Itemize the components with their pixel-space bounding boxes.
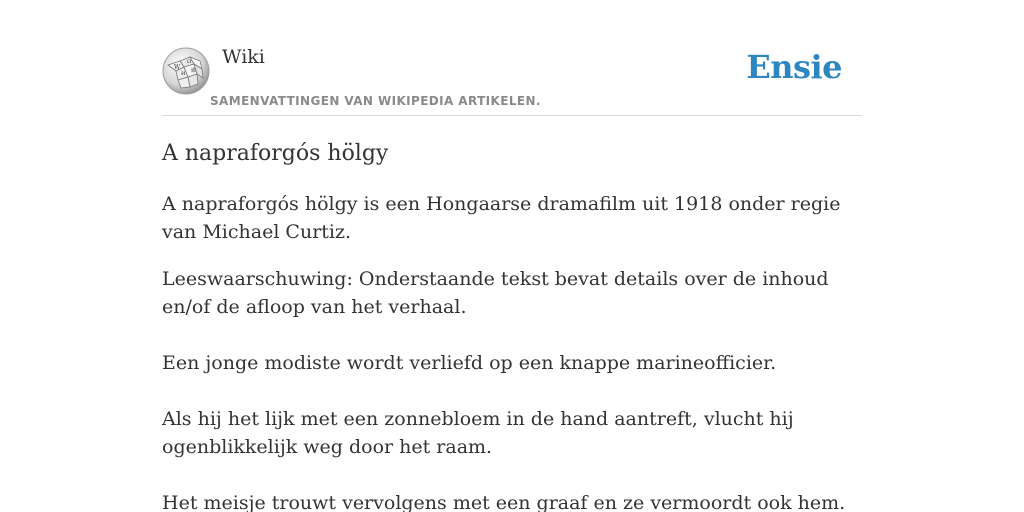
- plot-paragraph: Als hij het lijk met een zonnebloem in de hand aantreft, vlucht hij ogenblikkelijk weg door het raam.: [162, 408, 794, 458]
- site-header: [162, 0, 862, 116]
- article-intro: A napraforgós hölgy is een Hongaarse dramafilm uit 1918 onder regie van Michael Curtiz.: [162, 193, 841, 243]
- article-body: [162, 265, 862, 512]
- article-title: A napraforgós hölgy: [162, 141, 389, 166]
- svg-text:Ω: Ω: [187, 59, 192, 65]
- plot-paragraph: Het meisje trouwt vervolgens met een graaf en ze vermoordt ook hem.: [162, 492, 846, 512]
- wikipedia-globe-icon[interactable]: [162, 47, 210, 95]
- plot-paragraph: Een jonge modiste wordt verliefd op een knappe marineofficier.: [162, 352, 777, 374]
- article-content: [162, 138, 862, 512]
- site-tagline: SAMENVATTINGEN VAN WIKIPEDIA ARTIKELEN.: [210, 94, 541, 108]
- spoiler-warning: Leeswaarschuwing: Onderstaande tekst bevat details over de inhoud en/of de afloop van het verhaal.: [162, 268, 829, 318]
- ensie-brand-link[interactable]: Ensie: [746, 48, 842, 86]
- svg-text:W: W: [174, 64, 181, 71]
- svg-text:維: 維: [191, 68, 197, 74]
- svg-text:И: И: [181, 71, 186, 77]
- site-name-link[interactable]: Wiki: [222, 46, 265, 68]
